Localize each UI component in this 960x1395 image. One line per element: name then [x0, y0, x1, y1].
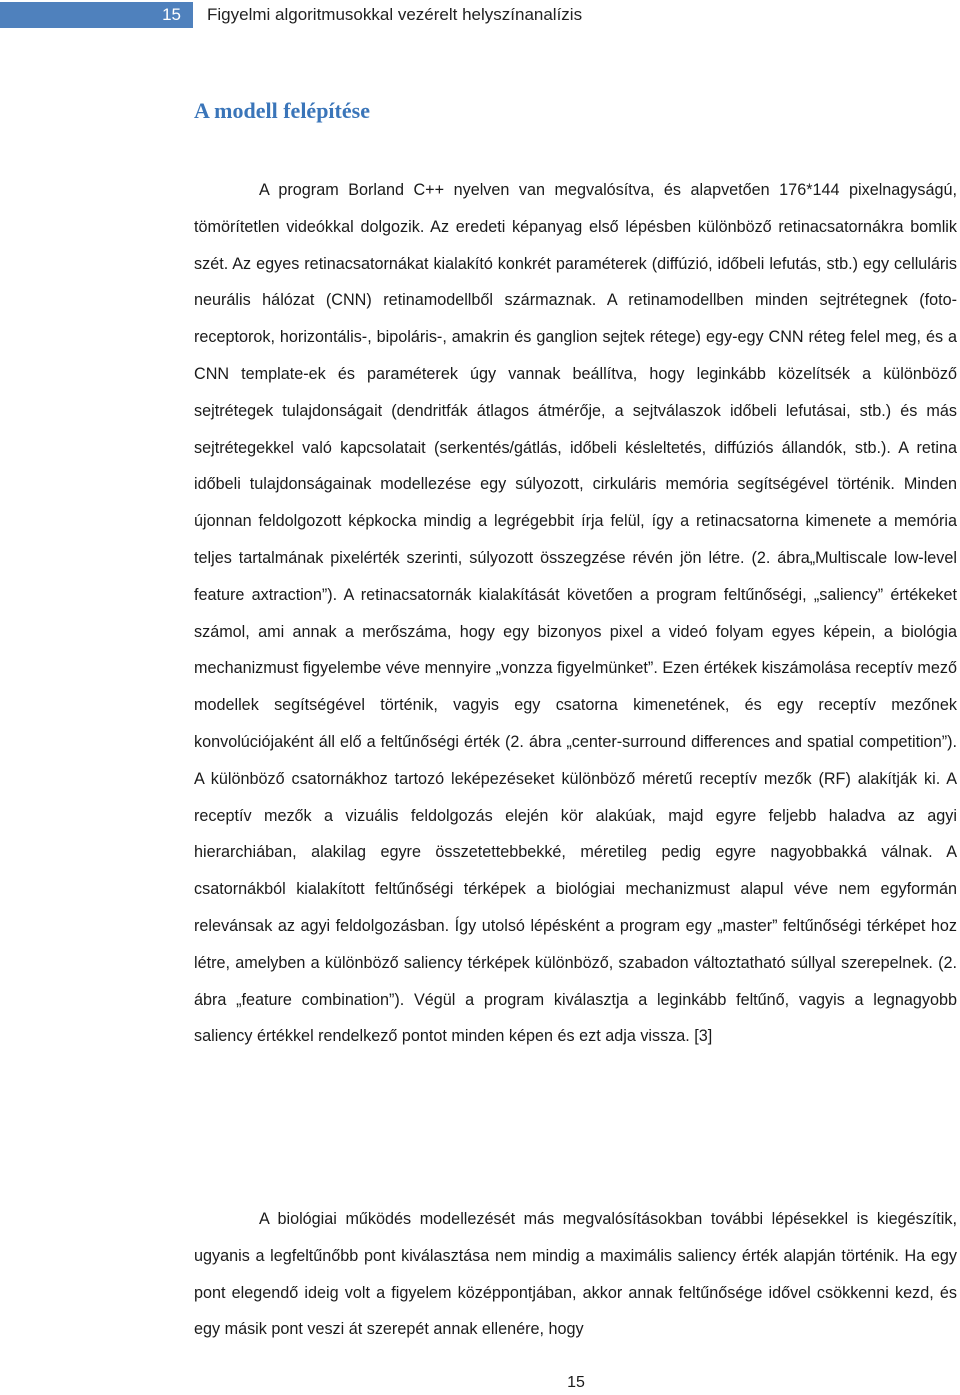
- section-heading: A modell felépítése: [194, 98, 370, 123]
- header-page-number: 15: [0, 2, 193, 28]
- paragraph-biological-extension: A biológiai működés modellezését más megvalósításokban további lépésekkel is kiegészítik, ugyanis a legfeltűnőbb pont kiválasztása nem mindig a maximális saliency érték alapján történik. Ha egy pont elegendő ideig volt a figyelem középpontjában, akkor annak feltűnősége idővel csökkenni kezd, és egy másik pont veszi át szerepét annak ellenére, hogy: [194, 1210, 957, 1339]
- footer-page-number: 15: [567, 1374, 585, 1391]
- paragraph-model-description: A program Borland C++ nyelven van megvalósítva, és alapvetően 176*144 pixelnagyságú, tömörítetlen videókkal dolgozik. Az eredeti képanyag első lépésben különböző retinacsatornákra bomlik szét. Az egyes retinacsatornákat kialakító konkrét paraméterek (diffúzió, időbeli lefutás, stb.) egy celluláris neurális hálózat (CNN) retinamodellből származnak. A retinamodellben minden sejtrétegnek (foto-receptorok, horizontális-, bipoláris-, amakrin és ganglion sejtek rétege) egy-egy CNN réteg felel meg, és a CNN template-ek és paraméterek úgy vannak beállítva, hogy leginkább közelítsék a különböző sejtrétegek tulajdonságait (dendritfák átlagos átmérője, a sejtválaszok időbeli lefutásai, stb.) és más sejtrétegekkel való kapcsolatait (serkentés/gátlás, időbeli késleltetés, diffúziós állandók, stb.). A retina időbeli tulajdonságainak modellezése egy súlyozott, cirkuláris memória segítségével történik. Minden újonnan feldolgozott képkocka mindig a legrégebbit írja felül, így a retinacsatorna kimenete a memória teljes tartalmának pixelérték szerinti, súlyozott összegzése révén jön létre. (2. ábra„Multiscale low-level feature axtraction”). A retinacsatornák kialakítását követően a program feltűnőségi, „saliency” értékeket számol, ami annak a merőszáma, hogy egy bizonyos pixel a videó folyam egyes képein, a biológia mechanizmust figyelembe véve mennyire „vonzza figyelmünket”. Ezen értékek kiszámolása receptív mező modellek segítségével történik, vagyis egy csatorna kimenetének, és egy receptív mezőnek konvolúciójaként áll elő a feltűnőségi érték (2. ábra „center-surround differences and spatial competition”). A különböző csatornákhoz tartozó leképezéseket különböző méretű receptív mezők (RF) alakítják ki. A receptív mezők a vizuális feldolgozás elején kör alakúak, majd egyre feljebb haladva az agyi hierarchiában, alakilag egyre összetettebbekké, méretileg pedig egyre nagyobbakká válnak. A csatornákból kialakított feltűnőségi térképek a biológiai mechanizmust alapul véve nem egyformán relevánsak az agyi feldolgozásban. Így utolsó lépésként a program egy „master” feltűnőségi térképet hoz létre, amelyben a különböző saliency térképek különböző, szabadon változtatható súllyal szerepelnek. (2. ábra „feature combination”). Végül a program kiválasztja a leginkább feltűnő, vagyis a legnagyobb saliency értékkel rendelkező pontot minden képen és ezt adja vissza. [3]: [194, 181, 957, 1046]
- header-title: Figyelmi algoritmusokkal vezérelt helyszínanalízis: [207, 5, 583, 24]
- running-header: [0, 0, 960, 32]
